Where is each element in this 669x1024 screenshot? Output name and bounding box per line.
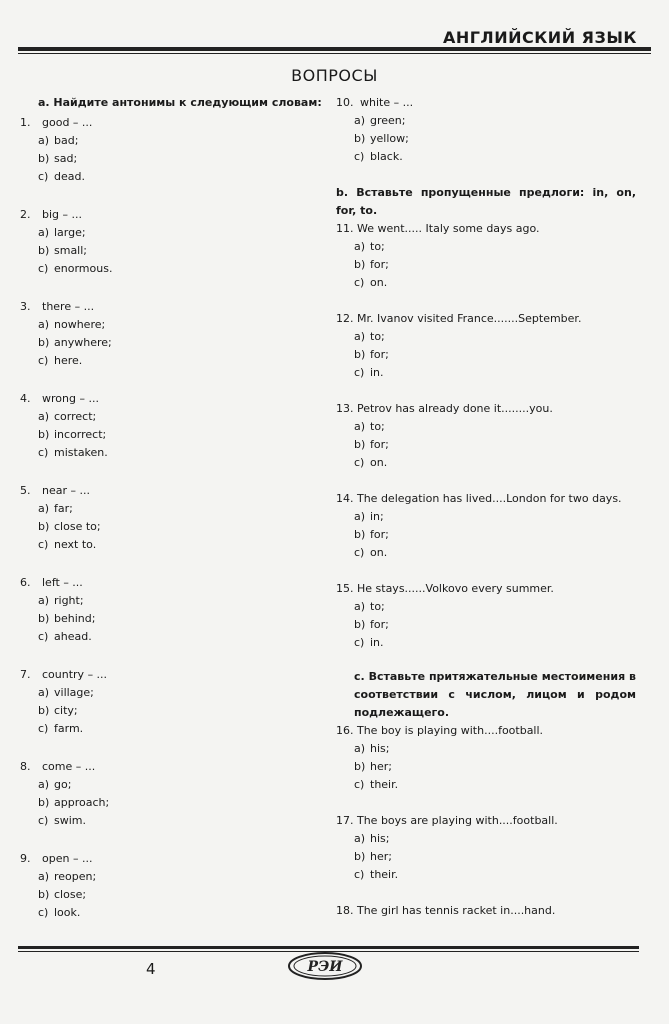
question-text: 15. He stays......Volkovo every summer. xyxy=(336,582,554,595)
answer-option xyxy=(336,436,636,454)
option-letter: a) xyxy=(354,114,366,127)
question-word: country – ... xyxy=(42,668,108,681)
option-text: for; xyxy=(370,618,389,631)
option-text: anywhere; xyxy=(54,336,112,349)
question-number: 7. xyxy=(20,668,31,681)
answer-option xyxy=(20,536,310,554)
option-text: their. xyxy=(370,778,399,791)
answer-option xyxy=(20,132,310,150)
question-word: near – ... xyxy=(42,484,90,497)
option-letter: b) xyxy=(38,520,50,533)
question-text: 18. The girl has tennis racket in....hand. xyxy=(336,904,556,917)
answer-option xyxy=(20,150,310,168)
part-b-instruction: b. Вставьте пропущенные предлоги: in, on, for, to. xyxy=(336,186,636,217)
answer-option xyxy=(20,408,310,426)
question-word: there – ... xyxy=(42,300,95,313)
answer-option xyxy=(20,224,310,242)
option-letter: a) xyxy=(38,318,50,331)
answer-option xyxy=(20,242,310,260)
option-letter: c) xyxy=(38,446,49,459)
answer-option xyxy=(336,148,636,166)
option-text: large; xyxy=(54,226,86,239)
option-text: nowhere; xyxy=(54,318,106,331)
question-block xyxy=(20,574,310,646)
option-letter: b) xyxy=(38,244,50,257)
question-block xyxy=(336,490,636,562)
option-text: to; xyxy=(370,600,385,613)
question-line xyxy=(20,574,310,592)
question-line xyxy=(20,114,310,132)
option-letter: a) xyxy=(38,226,50,239)
header-rule-thick xyxy=(18,47,651,51)
answer-option xyxy=(336,328,636,346)
answer-option xyxy=(336,130,636,148)
question-number: 6. xyxy=(20,576,31,589)
question-line xyxy=(20,666,310,684)
answer-option xyxy=(20,316,310,334)
answer-option xyxy=(336,526,636,544)
option-letter: c) xyxy=(38,170,49,183)
option-text: here. xyxy=(54,354,83,367)
option-text: right; xyxy=(54,594,84,607)
answer-option xyxy=(20,868,310,886)
answer-option xyxy=(336,758,636,776)
option-letter: b) xyxy=(354,618,366,631)
option-letter: a) xyxy=(38,594,50,607)
question-text: 14. The delegation has lived....London for two days. xyxy=(336,492,622,505)
question-number: 4. xyxy=(20,392,31,405)
option-text: city; xyxy=(54,704,78,717)
question-block xyxy=(336,400,636,472)
option-letter: c) xyxy=(38,630,49,643)
part-b-questions xyxy=(336,220,636,652)
option-letter: c) xyxy=(38,538,49,551)
answer-option xyxy=(336,740,636,758)
question-block xyxy=(20,114,310,186)
answer-option xyxy=(20,168,310,186)
option-text: reopen; xyxy=(54,870,97,883)
right-column xyxy=(336,94,636,920)
option-text: on. xyxy=(370,546,388,559)
option-letter: c) xyxy=(354,276,365,289)
option-letter: c) xyxy=(354,868,365,881)
option-letter: a) xyxy=(38,502,50,515)
option-letter: c) xyxy=(38,722,49,735)
question-word: good – ... xyxy=(42,116,93,129)
question-text: 17. The boys are playing with....football. xyxy=(336,814,558,827)
question-number: 5. xyxy=(20,484,31,497)
option-letter: b) xyxy=(354,258,366,271)
option-text: for; xyxy=(370,348,389,361)
option-text: his; xyxy=(370,832,390,845)
option-letter: a) xyxy=(38,686,50,699)
option-text: swim. xyxy=(54,814,86,827)
option-text: for; xyxy=(370,438,389,451)
answer-option xyxy=(336,598,636,616)
answer-option xyxy=(20,610,310,628)
page-number: 4 xyxy=(146,960,156,978)
option-text: in; xyxy=(370,510,384,523)
option-letter: c) xyxy=(38,814,49,827)
answer-option xyxy=(336,364,636,382)
part-c-instruction: c. Вставьте притяжательные местоимения в соответствии с числом, лицом и родом подлежащего. xyxy=(354,670,636,719)
footer-rule-thick xyxy=(18,946,639,949)
option-letter: c) xyxy=(38,354,49,367)
answer-option xyxy=(336,418,636,436)
option-text: close; xyxy=(54,888,87,901)
option-text: village; xyxy=(54,686,94,699)
option-text: behind; xyxy=(54,612,96,625)
question-block xyxy=(336,812,636,884)
option-letter: b) xyxy=(38,888,50,901)
question-block xyxy=(336,722,636,794)
option-letter: a) xyxy=(354,832,366,845)
question-line xyxy=(20,206,310,224)
answer-option xyxy=(20,720,310,738)
option-letter: c) xyxy=(354,778,365,791)
answer-option xyxy=(336,238,636,256)
answer-option xyxy=(336,112,636,130)
option-text: bad; xyxy=(54,134,79,147)
question-number: 9. xyxy=(20,852,31,865)
question-text: 13. Petrov has already done it........you. xyxy=(336,402,553,415)
answer-option xyxy=(20,904,310,922)
question-block xyxy=(20,298,310,370)
option-letter: a) xyxy=(38,134,50,147)
option-text: close to; xyxy=(54,520,101,533)
section-title: ВОПРОСЫ xyxy=(291,66,378,85)
answer-option xyxy=(20,352,310,370)
option-text: in. xyxy=(370,366,384,379)
option-text: enormous. xyxy=(54,262,113,275)
question-text: 12. Mr. Ivanov visited France.......September. xyxy=(336,312,582,325)
question-line xyxy=(336,94,636,112)
header-title: АНГЛИЙСКИЙ ЯЗЫК xyxy=(442,28,637,47)
option-letter: b) xyxy=(38,152,50,165)
header-rule-thin xyxy=(18,53,651,54)
part-a-question-10 xyxy=(336,94,636,166)
option-text: for; xyxy=(370,258,389,271)
part-a-instruction: a. Найдите антонимы к следующим словам: xyxy=(38,96,322,109)
option-letter: c) xyxy=(354,636,365,649)
option-text: on. xyxy=(370,456,388,469)
option-letter: c) xyxy=(354,150,365,163)
answer-option xyxy=(20,684,310,702)
option-letter: b) xyxy=(354,850,366,863)
question-number: 1. xyxy=(20,116,31,129)
answer-option xyxy=(20,260,310,278)
option-text: his; xyxy=(370,742,390,755)
answer-option xyxy=(20,444,310,462)
question-word: wrong – ... xyxy=(42,392,99,405)
question-word: white – ... xyxy=(360,96,414,109)
option-letter: a) xyxy=(38,778,50,791)
answer-option xyxy=(336,830,636,848)
question-line xyxy=(20,850,310,868)
option-text: in. xyxy=(370,636,384,649)
option-text: far; xyxy=(54,502,73,515)
question-word: left – ... xyxy=(42,576,83,589)
answer-option xyxy=(336,274,636,292)
answer-option xyxy=(20,776,310,794)
question-block xyxy=(20,666,310,738)
question-line xyxy=(20,482,310,500)
option-letter: b) xyxy=(38,612,50,625)
option-text: farm. xyxy=(54,722,84,735)
option-letter: a) xyxy=(354,240,366,253)
option-letter: b) xyxy=(354,760,366,773)
option-letter: b) xyxy=(354,348,366,361)
option-text: yellow; xyxy=(370,132,409,145)
option-text: mistaken. xyxy=(54,446,108,459)
option-text: look. xyxy=(54,906,81,919)
question-line xyxy=(20,390,310,408)
answer-option xyxy=(336,776,636,794)
option-text: dead. xyxy=(54,170,85,183)
option-text: for; xyxy=(370,528,389,541)
option-text: sad; xyxy=(54,152,78,165)
question-word: big – ... xyxy=(42,208,83,221)
question-block xyxy=(336,310,636,382)
option-text: black. xyxy=(370,150,403,163)
option-letter: a) xyxy=(354,742,366,755)
option-letter: b) xyxy=(38,796,50,809)
answer-option xyxy=(336,508,636,526)
option-text: her; xyxy=(370,760,392,773)
option-letter: a) xyxy=(38,410,50,423)
question-block xyxy=(336,580,636,652)
question-text: 11. We went..... Italy some days ago. xyxy=(336,222,540,235)
left-column xyxy=(20,94,322,922)
answer-option xyxy=(336,848,636,866)
option-text: approach; xyxy=(54,796,110,809)
option-text: incorrect; xyxy=(54,428,107,441)
question-word: open – ... xyxy=(42,852,93,865)
option-letter: c) xyxy=(354,456,365,469)
option-letter: a) xyxy=(38,870,50,883)
option-letter: b) xyxy=(38,336,50,349)
question-number: 2. xyxy=(20,208,31,221)
answer-option xyxy=(20,518,310,536)
question-block xyxy=(20,482,310,554)
option-text: go; xyxy=(54,778,72,791)
option-text: correct; xyxy=(54,410,97,423)
part-a-questions xyxy=(20,114,310,922)
option-letter: b) xyxy=(38,428,50,441)
option-text: small; xyxy=(54,244,88,257)
answer-option xyxy=(336,866,636,884)
option-letter: c) xyxy=(354,366,365,379)
answer-option xyxy=(20,592,310,610)
option-letter: c) xyxy=(354,546,365,559)
question-block xyxy=(336,94,636,166)
option-letter: a) xyxy=(354,330,366,343)
publisher-logo xyxy=(286,951,364,981)
question-block xyxy=(20,758,310,830)
answer-option xyxy=(336,634,636,652)
option-letter: a) xyxy=(354,510,366,523)
option-text: to; xyxy=(370,420,385,433)
answer-option xyxy=(336,544,636,562)
answer-option xyxy=(20,886,310,904)
logo-text: РЭИ xyxy=(307,959,343,975)
answer-option xyxy=(20,702,310,720)
question-block xyxy=(20,850,310,922)
answer-option xyxy=(336,616,636,634)
option-letter: b) xyxy=(38,704,50,717)
option-text: next to. xyxy=(54,538,97,551)
question-word: come – ... xyxy=(42,760,96,773)
answer-option xyxy=(20,794,310,812)
question-block xyxy=(336,902,636,920)
answer-option xyxy=(20,334,310,352)
option-text: on. xyxy=(370,276,388,289)
option-letter: a) xyxy=(354,600,366,613)
question-number: 8. xyxy=(20,760,31,773)
question-number: 3. xyxy=(20,300,31,313)
option-letter: c) xyxy=(38,906,49,919)
part-c-questions xyxy=(336,722,636,920)
question-block xyxy=(20,390,310,462)
question-block xyxy=(20,206,310,278)
question-block xyxy=(336,220,636,292)
answer-option xyxy=(336,256,636,274)
option-text: to; xyxy=(370,240,385,253)
option-text: to; xyxy=(370,330,385,343)
question-line xyxy=(20,298,310,316)
option-letter: b) xyxy=(354,132,366,145)
answer-option xyxy=(20,500,310,518)
option-text: their. xyxy=(370,868,399,881)
option-text: ahead. xyxy=(54,630,92,643)
answer-option xyxy=(336,346,636,364)
question-number: 10. xyxy=(336,96,354,109)
question-text: 16. The boy is playing with....football. xyxy=(336,724,544,737)
option-letter: b) xyxy=(354,528,366,541)
option-text: her; xyxy=(370,850,392,863)
option-letter: b) xyxy=(354,438,366,451)
answer-option xyxy=(20,812,310,830)
answer-option xyxy=(20,628,310,646)
question-line xyxy=(20,758,310,776)
option-text: green; xyxy=(370,114,406,127)
answer-option xyxy=(20,426,310,444)
answer-option xyxy=(336,454,636,472)
option-letter: a) xyxy=(354,420,366,433)
option-letter: c) xyxy=(38,262,49,275)
